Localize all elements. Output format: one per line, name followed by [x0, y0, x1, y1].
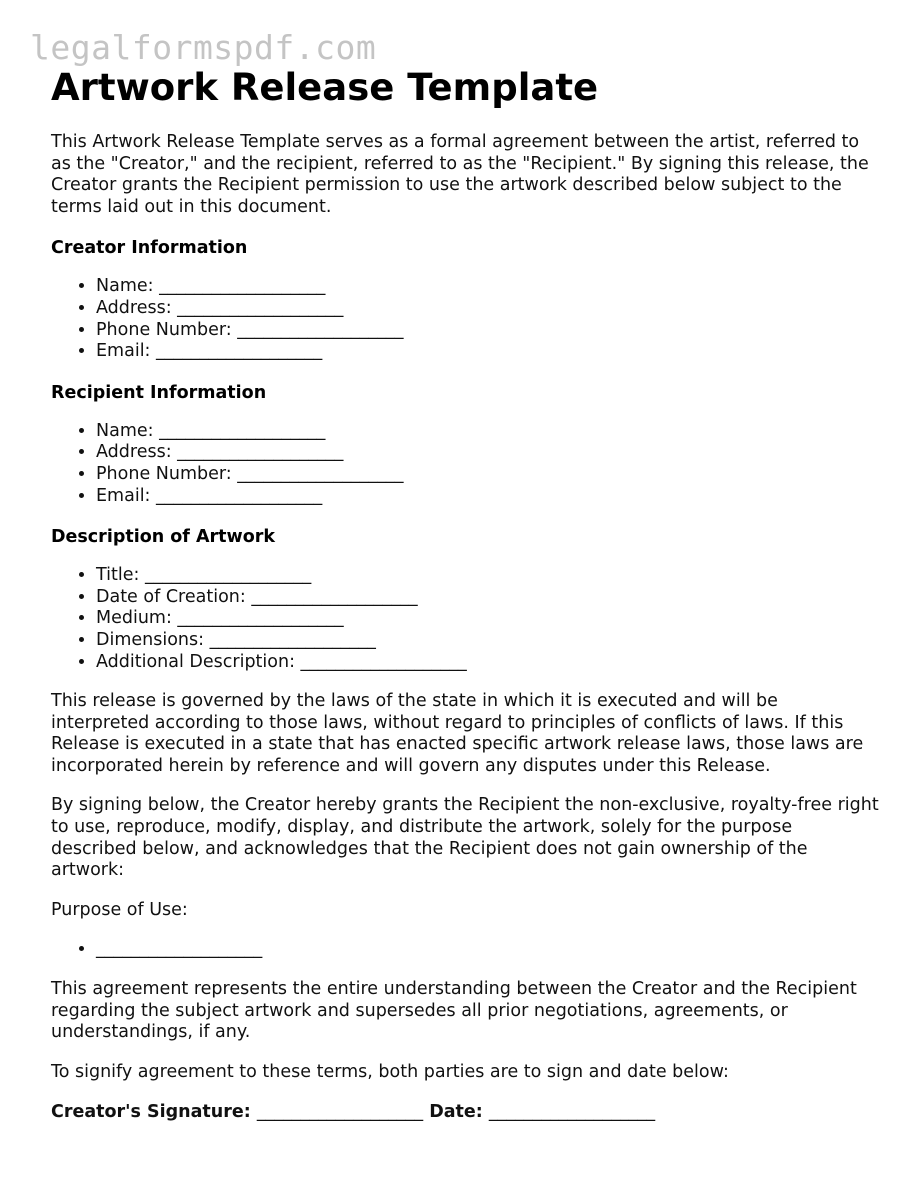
- date-label: Date:: [429, 1102, 483, 1123]
- creator-address-field: • Address: ___________________: [96, 298, 881, 320]
- artwork-dimensions-field: • Dimensions: ___________________: [96, 630, 881, 652]
- document-title: Artwork Release Template: [51, 66, 599, 109]
- artwork-title-field: • Title: ___________________: [96, 565, 881, 587]
- document-body: [51, 66, 881, 1123]
- creator-phone-field: • Phone Number: ___________________: [96, 320, 881, 342]
- recipient-phone-field: • Phone Number: ___________________: [96, 464, 881, 486]
- artwork-description-heading: Description of Artwork: [51, 527, 276, 548]
- creator-info-heading: Creator Information: [51, 238, 248, 259]
- artwork-date-field: • Date of Creation: ___________________: [96, 587, 881, 609]
- artwork-description-list: [51, 565, 881, 673]
- signify-paragraph: To signify agreement to these terms, both parties are to sign and date below:: [51, 1061, 729, 1082]
- creator-info-list: [51, 276, 881, 362]
- artwork-additional-field: • Additional Description: ___________________: [96, 652, 881, 674]
- recipient-info-heading: Recipient Information: [51, 382, 267, 403]
- date-blank: ___________________: [488, 1102, 656, 1123]
- watermark: legalformspdf.com: [30, 28, 377, 67]
- artwork-medium-field: • Medium: ___________________: [96, 608, 881, 630]
- purpose-list: [51, 939, 881, 961]
- recipient-address-field: • Address: ___________________: [96, 442, 881, 464]
- creator-name-field: • Name: ___________________: [96, 276, 881, 298]
- governing-law-paragraph: This release is governed by the laws of the state in which it is executed and will be interpreted according to those laws, without regard to principles of conflicts of laws. If this Release is executed in a state that has enacted specific artwork release laws, those laws are incorporated herein by reference and will govern any disputes under this Release.: [51, 691, 864, 776]
- signature-line: [51, 1101, 881, 1123]
- purpose-blank-field: • ___________________: [96, 939, 881, 961]
- recipient-email-field: • Email: ___________________: [96, 486, 881, 508]
- recipient-name-field: • Name: ___________________: [96, 421, 881, 443]
- recipient-info-list: [51, 421, 881, 507]
- intro-paragraph: This Artwork Release Template serves as a formal agreement between the artist, referred to as the "Creator," and the recipient, referred to as the "Recipient." By signing this release, the Creator grants the Recipient permission to use the artwork described below subject to the terms laid out in this document.: [51, 132, 869, 217]
- signature-label: Creator's Signature:: [51, 1102, 251, 1123]
- signature-blank: ___________________: [256, 1102, 424, 1123]
- entire-agreement-paragraph: This agreement represents the entire understanding between the Creator and the Recipient regarding the subject artwork and supersedes all prior negotiations, agreements, or understandings, if any.: [51, 979, 857, 1043]
- grant-paragraph: By signing below, the Creator hereby grants the Recipient the non-exclusive, royalty-free right to use, reproduce, modify, display, and distribute the artwork, solely for the purpose described below, and acknowledges that the Recipient does not gain ownership of the artwork:: [51, 795, 879, 881]
- purpose-label: Purpose of Use:: [51, 899, 188, 920]
- creator-email-field: • Email: ___________________: [96, 341, 881, 363]
